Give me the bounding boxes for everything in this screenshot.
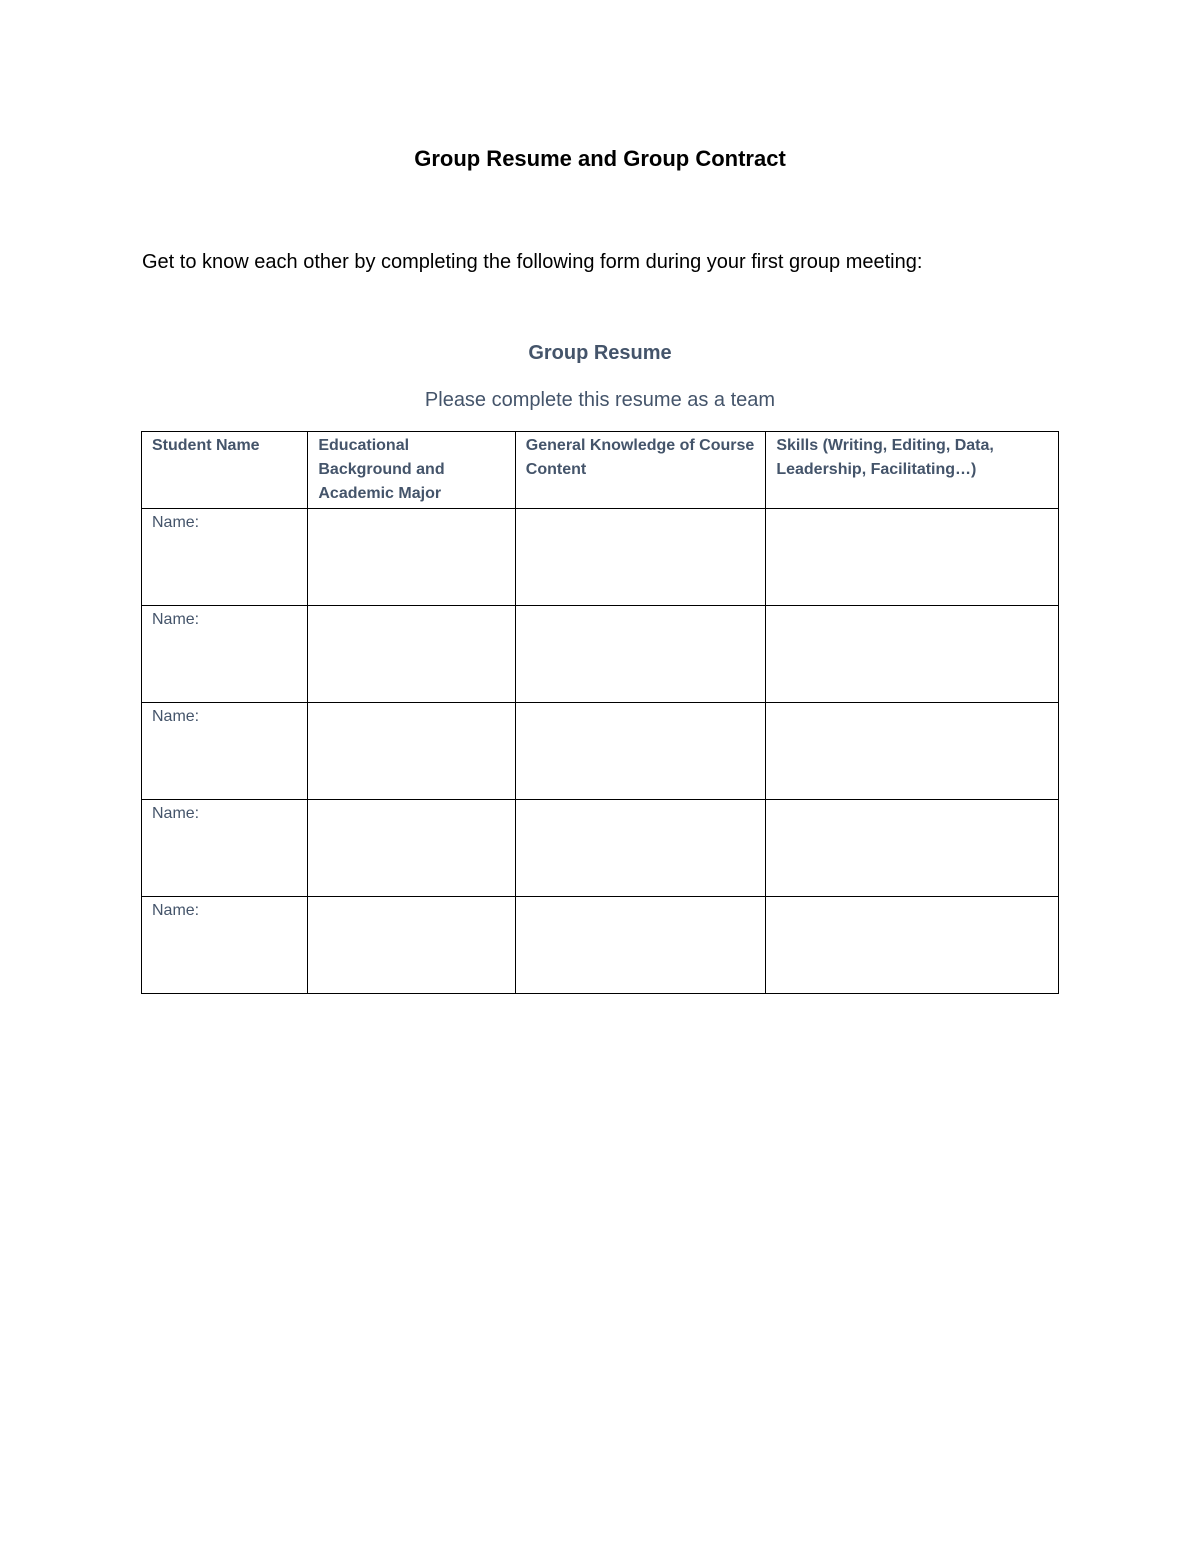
header-educational-background: Educational Background and Academic Major bbox=[308, 432, 515, 509]
name-cell[interactable]: Name: bbox=[142, 897, 308, 994]
skills-cell[interactable] bbox=[766, 509, 1059, 606]
background-cell[interactable] bbox=[308, 606, 515, 703]
document-title: Group Resume and Group Contract bbox=[414, 146, 786, 171]
background-cell[interactable] bbox=[308, 509, 515, 606]
section-title: Group Resume bbox=[528, 342, 672, 364]
knowledge-cell[interactable] bbox=[515, 509, 766, 606]
background-cell[interactable] bbox=[308, 800, 515, 897]
table-row bbox=[142, 606, 1059, 703]
table-header-row bbox=[142, 432, 1059, 509]
name-cell[interactable]: Name: bbox=[142, 509, 308, 606]
background-cell[interactable] bbox=[308, 703, 515, 800]
table-row bbox=[142, 703, 1059, 800]
section-subtitle: Please complete this resume as a team bbox=[424, 389, 776, 411]
background-cell[interactable] bbox=[308, 897, 515, 994]
knowledge-cell[interactable] bbox=[515, 703, 766, 800]
skills-cell[interactable] bbox=[766, 897, 1059, 994]
skills-cell[interactable] bbox=[766, 703, 1059, 800]
skills-cell[interactable] bbox=[766, 606, 1059, 703]
name-cell[interactable]: Name: bbox=[142, 606, 308, 703]
knowledge-cell[interactable] bbox=[515, 897, 766, 994]
header-student-name: Student Name bbox=[142, 432, 308, 509]
table-row bbox=[142, 800, 1059, 897]
intro-text: Get to know each other by completing the following form during your first group meeting: bbox=[142, 251, 923, 273]
header-skills: Skills (Writing, Editing, Data, Leadership, Facilitating…) bbox=[766, 432, 1059, 509]
knowledge-cell[interactable] bbox=[515, 800, 766, 897]
table-row bbox=[142, 897, 1059, 994]
table-row bbox=[142, 509, 1059, 606]
name-cell[interactable]: Name: bbox=[142, 800, 308, 897]
header-general-knowledge: General Knowledge of Course Content bbox=[515, 432, 766, 509]
name-cell[interactable]: Name: bbox=[142, 703, 308, 800]
skills-cell[interactable] bbox=[766, 800, 1059, 897]
knowledge-cell[interactable] bbox=[515, 606, 766, 703]
group-resume-table bbox=[141, 431, 1059, 994]
